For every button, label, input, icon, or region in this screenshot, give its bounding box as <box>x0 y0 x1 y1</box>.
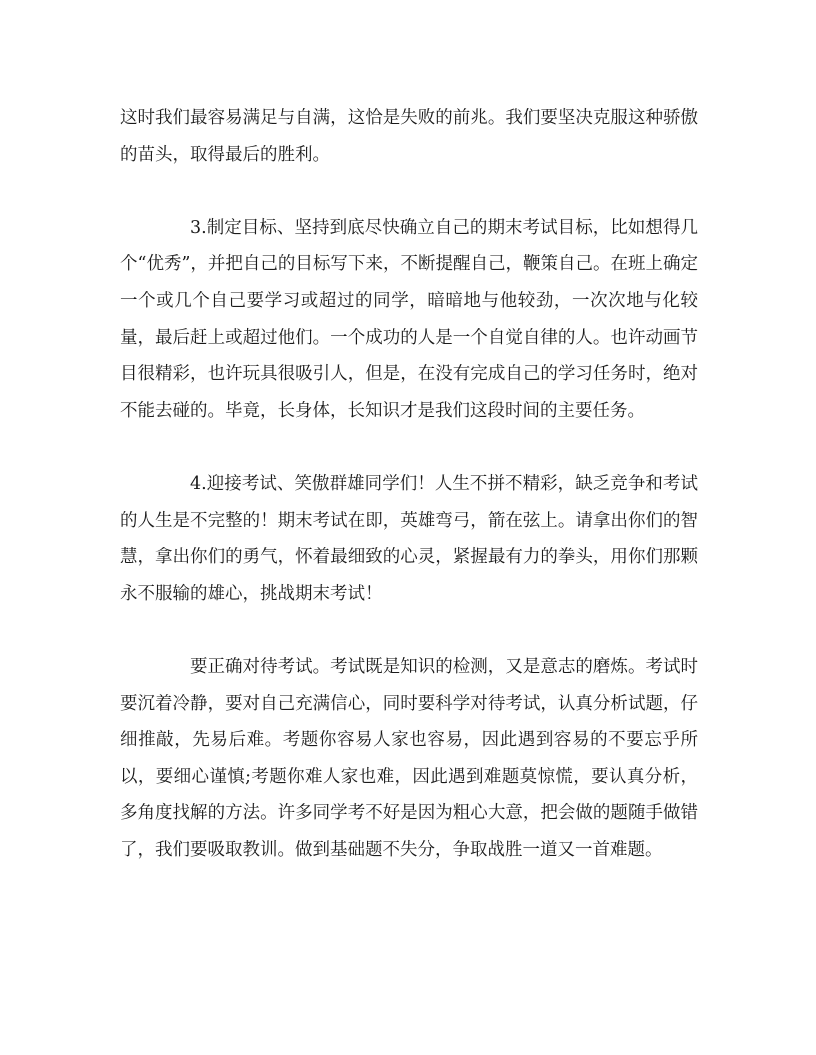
paragraph-1: 这时我们最容易满足与自满，这恰是失败的前兆。我们要坚决克服这种骄傲的苗头，取得最后的胜利。 <box>120 108 698 165</box>
paragraph-spacer <box>120 173 698 210</box>
paragraph-spacer <box>120 612 698 649</box>
paragraph-spacer <box>120 429 698 466</box>
paragraph-4: 要正确对待考试。考试既是知识的检测，又是意志的磨炼。考试时要沉着冷静，要对自己充满信心，同时要科学对待考试，认真分析试题，仔细推敲，先易后难。考题你容易人家也容易，因此遇到容易的不要忘乎所以，要细心谨慎;考题你难人家也难，因此遇到难题莫惊慌，要认真分析，多角度找解的方法。许多同学考不好是因为粗心大意，把会做的题随手做错了，我们要吸取教训。做到基础题不失分，争取战胜一道又一首难题。 <box>120 656 698 860</box>
paragraph-3: 4.迎接考试、笑傲群雄同学们！人生不拼不精彩，缺乏竞争和考试的人生是不完整的！期末考试在即，英雄弯弓，箭在弦上。请拿出你们的智慧，拿出你们的勇气，怀着最细致的心灵，紧握最有力的拳头，用你们那颗永不服输的雄心，挑战期末考试！ <box>120 473 698 604</box>
paragraph-2: 3.制定目标、坚持到底尽快确立自己的期末考试目标，比如想得几个“优秀”，并把自己的目标写下来，不断提醒自己，鞭策自己。在班上确定一个或几个自己要学习或超过的同学，暗暗地与他较劲，一次次地与化较量，最后赶上或超过他们。一个成功的人是一个自觉自律的人。也许动画节目很精彩，也许玩具很吸引人，但是，在没有完成自己的学习任务时，绝对不能去碰的。毕竟，长身体，长知识才是我们这段时间的主要任务。 <box>120 217 698 421</box>
document-body <box>120 100 698 868</box>
